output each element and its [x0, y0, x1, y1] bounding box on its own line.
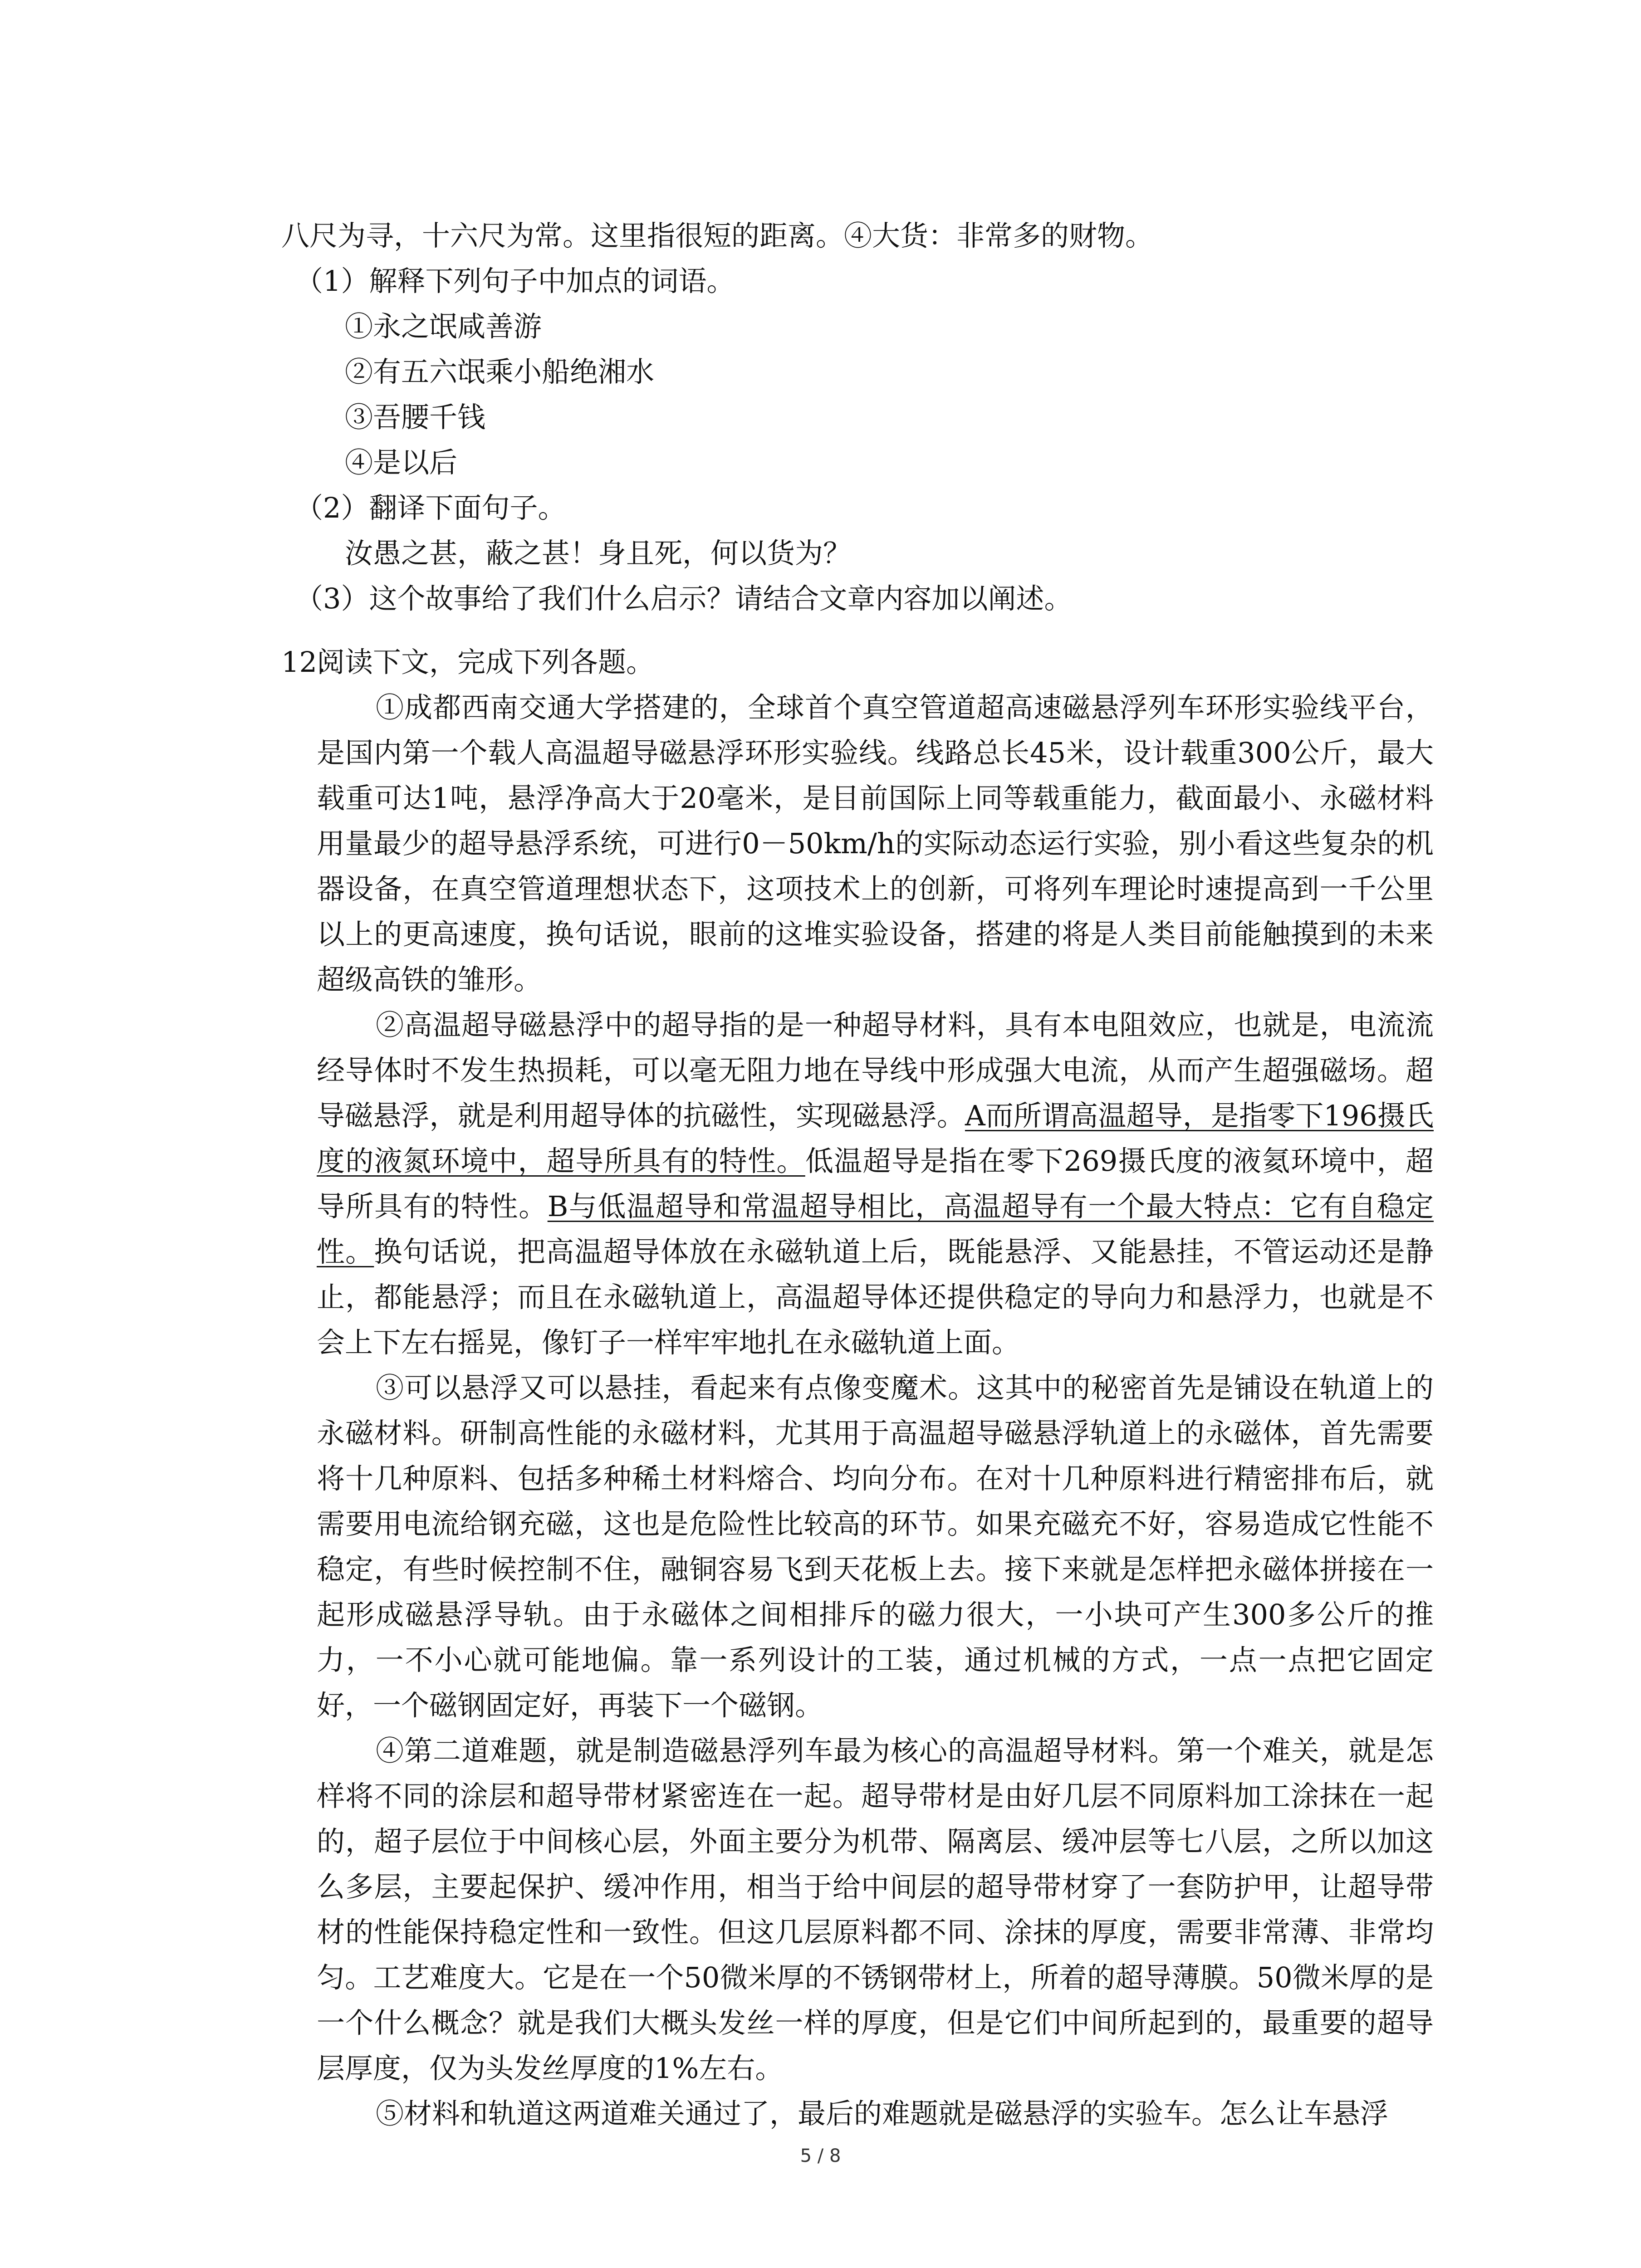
question-12: [281, 640, 1434, 2136]
question-prompt: 阅读下文，完成下列各题。: [317, 645, 655, 679]
question-12-header: [281, 640, 1434, 685]
question-number: 12.: [281, 645, 326, 679]
paragraph-2-part-a: ②高温超导磁悬浮中的超导指的是一种超导材料，具有本电阻效应，也就是，电流流经导体时不发生热损耗，可以毫无阻力地在导线中形成强大电流，从而产生超强磁场。超导磁悬浮，就是利用超导体的抗磁性，实现磁悬浮。: [317, 1008, 1434, 1132]
note-tail-line: 八尺为寻，十六尺为常。这里指很短的距离。④大货：非常多的财物。: [281, 219, 1154, 252]
q3-label: （3）这个故事给了我们什么启示？请结合文章内容加以阐述。: [295, 582, 1073, 615]
underlined-sentence-b: B与低温超导和常温超导相比，高温超导有一个最大特点：它有自稳定性。: [317, 1190, 1434, 1268]
q2-label: （2）翻译下面句子。: [295, 491, 566, 524]
passage-paragraph-4: ④第二道难题，就是制造磁悬浮列车最为核心的高温超导材料。第一个难关，就是怎样将不同的涂层和超导带材紧密连在一起。超导带材是由好几层不同原料加工涂抹在一起的，超子层位于中间核心层，外面主要分为机带、隔离层、缓冲层等七八层，之所以加这么多层，主要起保护、缓冲作用，相当于给中间层的超导带材穿了一套防护甲，让超导带材的性能保持稳定性和一致性。但这几层原料都不同、涂抹的厚度，需要非常薄、非常均匀。工艺难度大。它是在一个50微米厚的不锈钢带材上，所着的超导薄膜。50微米厚的是一个什么概念？就是我们大概头发丝一样的厚度，但是它们中间所起到的，最重要的超导层厚度，仅为头发丝厚度的1%左右。: [317, 1734, 1434, 2085]
q1-label: （1）解释下列句子中加点的词语。: [295, 264, 735, 298]
q1-item-4: ④是以后: [345, 446, 458, 479]
page-number: 5 / 8: [800, 2146, 841, 2166]
q1-item-2: ②有五六氓乘小船绝湘水: [345, 355, 655, 388]
paragraph-2-part-c: 换句话说，把高温超导体放在永磁轨道上后，既能悬浮、又能悬挂，不管运动还是静止，都能悬浮；而且在永磁轨道上，高温超导体还提供稳定的导向力和悬浮力，也就是不会上下左右摇晃，像钉子一样牢牢地扎在永磁轨道上面。: [317, 1235, 1434, 1359]
passage-paragraph-3: ③可以悬浮又可以悬挂，看起来有点像变魔术。这其中的秘密首先是铺设在轨道上的永磁材料。研制高性能的永磁材料，尤其用于高温超导磁悬浮轨道上的永磁体，首先需要将十几种原料、包括多种稀土材料熔合、均向分布。在对十几种原料进行精密排布后，就需要用电流给钢充磁，这也是危险性比较高的环节。如果充磁充不好，容易造成它性能不稳定，有些时候控制不住，融铜容易飞到天花板上去。接下来就是怎样把永磁体拼接在一起形成磁悬浮导轨。由于永磁体之间相排斥的磁力很大，一小块可产生300多公斤的推力，一不小心就可能地偏。靠一系列设计的工装，通过机械的方式，一点一点把它固定好，一个磁钢固定好，再装下一个磁钢。: [317, 1371, 1434, 1722]
paragraph-2-part-b: 低温超导是指在零下269摄氏度的液氦环境中，超导所具有的特性。: [317, 1144, 1434, 1223]
q2-sentence: 汝愚之甚，蔽之甚！身且死，何以货为？: [345, 537, 852, 570]
passage-paragraph-2: [317, 1002, 1434, 1365]
page-content: [281, 213, 1434, 2136]
underlined-sentence-a: A而所谓高温超导，是指零下196摄氏度的液氮环境中，超导所具有的特性。: [317, 1099, 1434, 1178]
q1-item-3: ③吾腰千钱: [345, 401, 486, 434]
passage-paragraph-5: ⑤材料和轨道这两道难关通过了，最后的难题就是磁悬浮的实验车。怎么让车悬浮: [376, 2097, 1389, 2130]
reading-passage: [281, 685, 1434, 2136]
passage-paragraph-1: ①成都西南交通大学搭建的，全球首个真空管道超高速磁悬浮列车环形实验线平台，是国内第一个载人高温超导磁悬浮环形实验线。线路总长45米，设计载重300公斤，最大载重可达1吨，悬浮净高大于20毫米，是目前国际上同等载重能力，截面最小、永磁材料用量最少的超导悬浮系统，可进行0－50km/h的实际动态运行实验，别小看这些复杂的机器设备，在真空管道理想状态下，这项技术上的创新，可将列车理论时速提高到一千公里以上的更高速度，换句话说，眼前的这堆实验设备，搭建的将是人类目前能触摸到的未来超级高铁的雏形。: [317, 691, 1434, 996]
q1-item-1: ①永之氓咸善游: [345, 310, 542, 343]
